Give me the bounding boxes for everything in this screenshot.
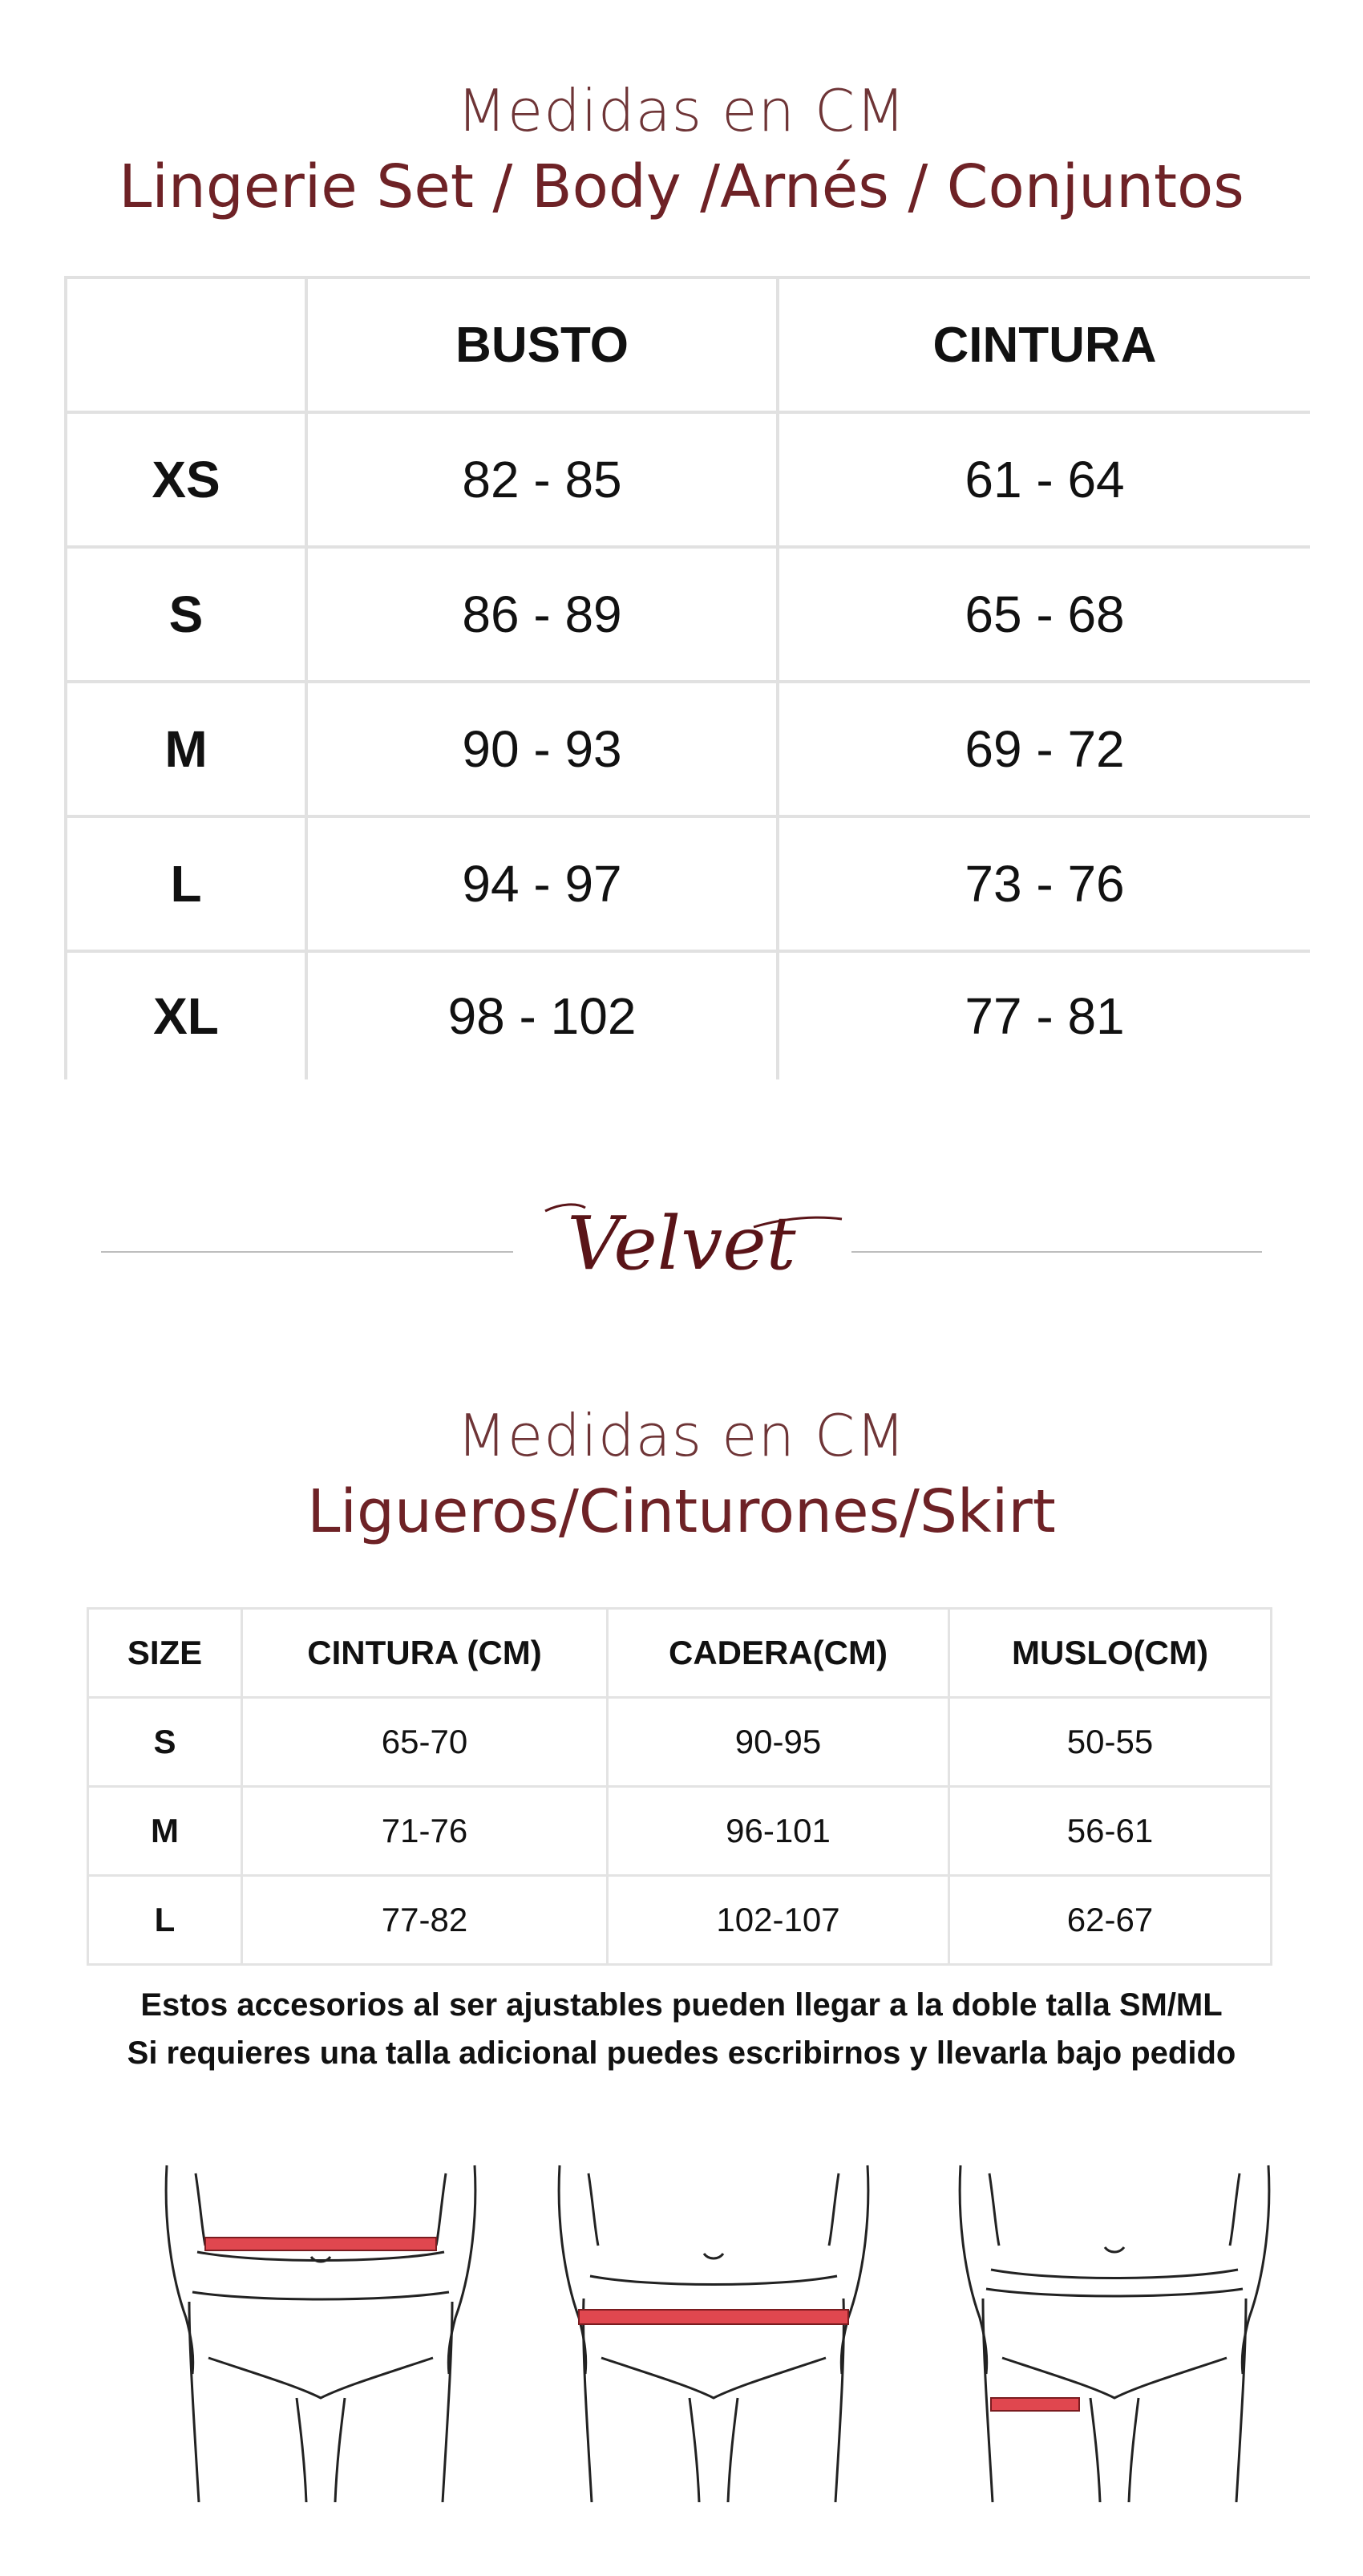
header-cell-muslo: MUSLO(CM) bbox=[949, 1609, 1272, 1698]
busto-cell: 90 - 93 bbox=[306, 682, 778, 816]
hip-measure-figure bbox=[545, 2157, 882, 2502]
size-table-lingerie bbox=[64, 276, 1310, 1079]
waist-measure-figure bbox=[152, 2157, 489, 2502]
cadera-cell: 96-101 bbox=[608, 1787, 949, 1876]
thigh-measure-figure bbox=[946, 2157, 1283, 2502]
table-row bbox=[88, 1787, 1272, 1876]
size-cell: L bbox=[66, 816, 306, 951]
table-header-row bbox=[66, 277, 1310, 412]
size-cell: M bbox=[88, 1787, 242, 1876]
muslo-cell: 62-67 bbox=[949, 1876, 1272, 1965]
header-cell-cintura: CINTURA (CM) bbox=[242, 1609, 608, 1698]
hip-measure-tape bbox=[579, 2310, 848, 2324]
cadera-cell: 102-107 bbox=[608, 1876, 949, 1965]
divider-line-right bbox=[851, 1251, 1262, 1253]
table-row bbox=[66, 412, 1310, 547]
header-cell-size: SIZE bbox=[88, 1609, 242, 1698]
cintura-cell: 77-82 bbox=[242, 1876, 608, 1965]
section2-title: Ligueros/Cinturones/Skirt bbox=[307, 1477, 1056, 1546]
size-cell: XL bbox=[66, 951, 306, 1079]
header-cell-busto: BUSTO bbox=[306, 277, 778, 412]
cintura-cell: 69 - 72 bbox=[778, 682, 1310, 816]
busto-cell: 94 - 97 bbox=[306, 816, 778, 951]
muslo-cell: 56-61 bbox=[949, 1787, 1272, 1876]
table-header-row bbox=[88, 1609, 1272, 1698]
section1-title: Lingerie Set / Body /Arnés / Conjuntos bbox=[119, 152, 1244, 221]
header-cell-empty bbox=[66, 277, 306, 412]
busto-cell: 82 - 85 bbox=[306, 412, 778, 547]
muslo-cell: 50-55 bbox=[949, 1698, 1272, 1787]
size-cell: XS bbox=[66, 412, 306, 547]
size-cell: S bbox=[88, 1698, 242, 1787]
table-row bbox=[66, 951, 1310, 1079]
size-cell: S bbox=[66, 547, 306, 682]
velvet-logo bbox=[513, 1179, 850, 1307]
size-cell: M bbox=[66, 682, 306, 816]
table-row bbox=[66, 547, 1310, 682]
table-row bbox=[88, 1876, 1272, 1965]
cintura-cell: 73 - 76 bbox=[778, 816, 1310, 951]
header-cell-cadera: CADERA(CM) bbox=[608, 1609, 949, 1698]
note-line-1: Estos accesorios al ser ajustables pueden llegar a la doble talla SM/ML bbox=[140, 1987, 1223, 2023]
waist-measure-tape bbox=[205, 2238, 436, 2250]
velvet-logo-text: Velvet bbox=[567, 1201, 796, 1286]
cintura-cell: 71-76 bbox=[242, 1787, 608, 1876]
table-row bbox=[88, 1698, 1272, 1787]
busto-cell: 86 - 89 bbox=[306, 547, 778, 682]
table-row bbox=[66, 682, 1310, 816]
size-cell: L bbox=[88, 1876, 242, 1965]
cintura-cell: 65-70 bbox=[242, 1698, 608, 1787]
divider-line-left bbox=[101, 1251, 513, 1253]
cadera-cell: 90-95 bbox=[608, 1698, 949, 1787]
section1-subtitle: Medidas en CM bbox=[456, 77, 907, 144]
header-cell-cintura: CINTURA bbox=[778, 277, 1310, 412]
section2-subtitle: Medidas en CM bbox=[456, 1402, 907, 1469]
cintura-cell: 77 - 81 bbox=[778, 951, 1310, 1079]
thigh-measure-tape bbox=[991, 2398, 1079, 2411]
cintura-cell: 61 - 64 bbox=[778, 412, 1310, 547]
cintura-cell: 65 - 68 bbox=[778, 547, 1310, 682]
busto-cell: 98 - 102 bbox=[306, 951, 778, 1079]
note-line-2: Si requieres una talla adicional puedes escribirnos y llevarla bajo pedido bbox=[127, 2035, 1236, 2071]
table-row bbox=[66, 816, 1310, 951]
size-table-accessories bbox=[87, 1607, 1272, 1966]
